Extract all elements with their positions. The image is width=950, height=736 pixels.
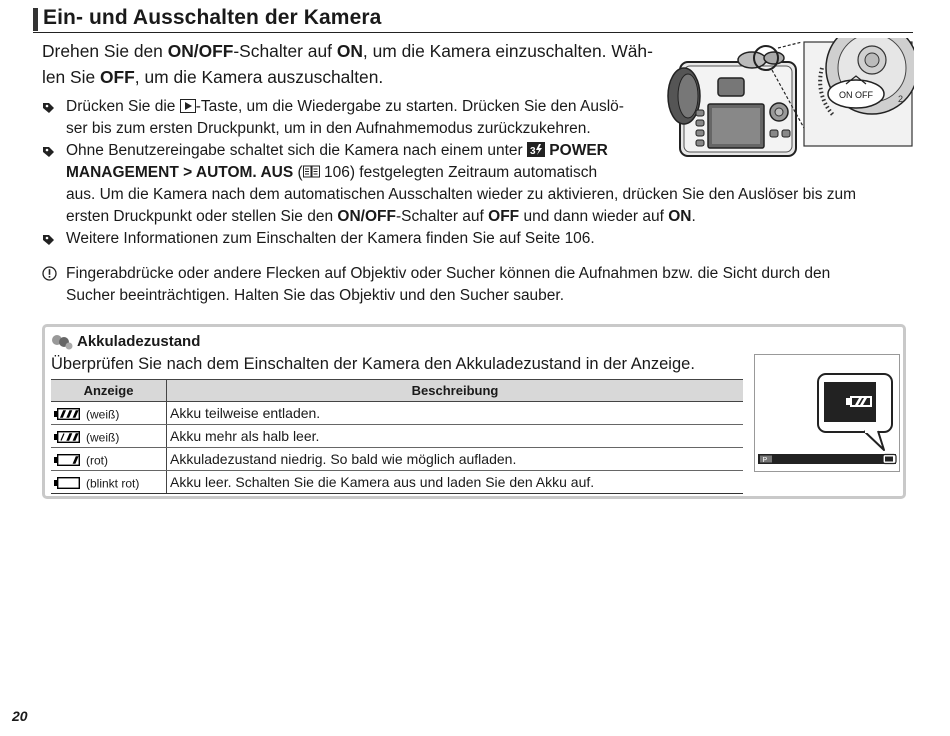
column-header-description: Beschreibung bbox=[167, 380, 744, 402]
description-cell: Akkuladezustand niedrig. So bald wie möglich aufladen. bbox=[167, 448, 744, 471]
page-number: 20 bbox=[12, 708, 28, 724]
table-header-row bbox=[51, 380, 743, 402]
screen-mode-label: P bbox=[762, 457, 768, 464]
description-cell: Akku teilweise entladen. bbox=[167, 402, 744, 425]
column-header-display: Anzeige bbox=[51, 380, 167, 402]
tip-icon bbox=[42, 144, 56, 158]
battery-icon bbox=[54, 477, 80, 489]
page-title: Ein- und Ausschalten der Kamera bbox=[43, 6, 382, 29]
display-cell bbox=[51, 402, 167, 425]
display-cell bbox=[51, 471, 167, 494]
battery-color-note: (blinkt rot) bbox=[86, 476, 140, 491]
power-setup-icon bbox=[527, 142, 545, 157]
description-cell: Akku leer. Schalten Sie die Kamera aus und laden Sie den Akku auf. bbox=[167, 471, 744, 494]
battery-icon bbox=[54, 431, 80, 443]
battery-icon bbox=[54, 408, 80, 420]
battery-level-table bbox=[51, 379, 743, 494]
intro-paragraph: Drehen Sie den ON/OFF-Schalter auf ON, um die Kamera einzuschalten. Wäh- len Sie OFF, um die Kamera auszuschalten. bbox=[42, 41, 653, 87]
dial-label: ON OFF bbox=[839, 90, 873, 100]
battery-icon bbox=[54, 454, 80, 466]
hint-icon bbox=[51, 334, 73, 350]
playback-button-icon bbox=[180, 99, 196, 113]
table-row bbox=[51, 402, 743, 425]
display-cell bbox=[51, 448, 167, 471]
box-lead-text: Überprüfen Sie nach dem Einschalten der Kamera den Akkuladezustand in der Anzeige. bbox=[51, 355, 695, 373]
caution-icon bbox=[42, 266, 57, 281]
tip-icon bbox=[42, 100, 56, 114]
battery-color-note: (rot) bbox=[86, 453, 108, 468]
battery-color-note: (weiß) bbox=[86, 407, 120, 422]
page-title-bar bbox=[33, 8, 913, 33]
svg-text:3: 3 bbox=[529, 146, 536, 157]
display-screen-illustration bbox=[754, 354, 900, 472]
description-cell: Akku mehr als halb leer. bbox=[167, 425, 744, 448]
table-row bbox=[51, 471, 743, 494]
box-heading: Akkuladezustand bbox=[77, 333, 201, 350]
title-marker bbox=[33, 8, 38, 31]
battery-color-note: (weiß) bbox=[86, 430, 120, 445]
table-row bbox=[51, 448, 743, 471]
table-row bbox=[51, 425, 743, 448]
tip-icon bbox=[42, 232, 56, 246]
svg-text:2: 2 bbox=[898, 94, 904, 104]
book-reference-icon bbox=[303, 165, 320, 178]
display-cell bbox=[51, 425, 167, 448]
